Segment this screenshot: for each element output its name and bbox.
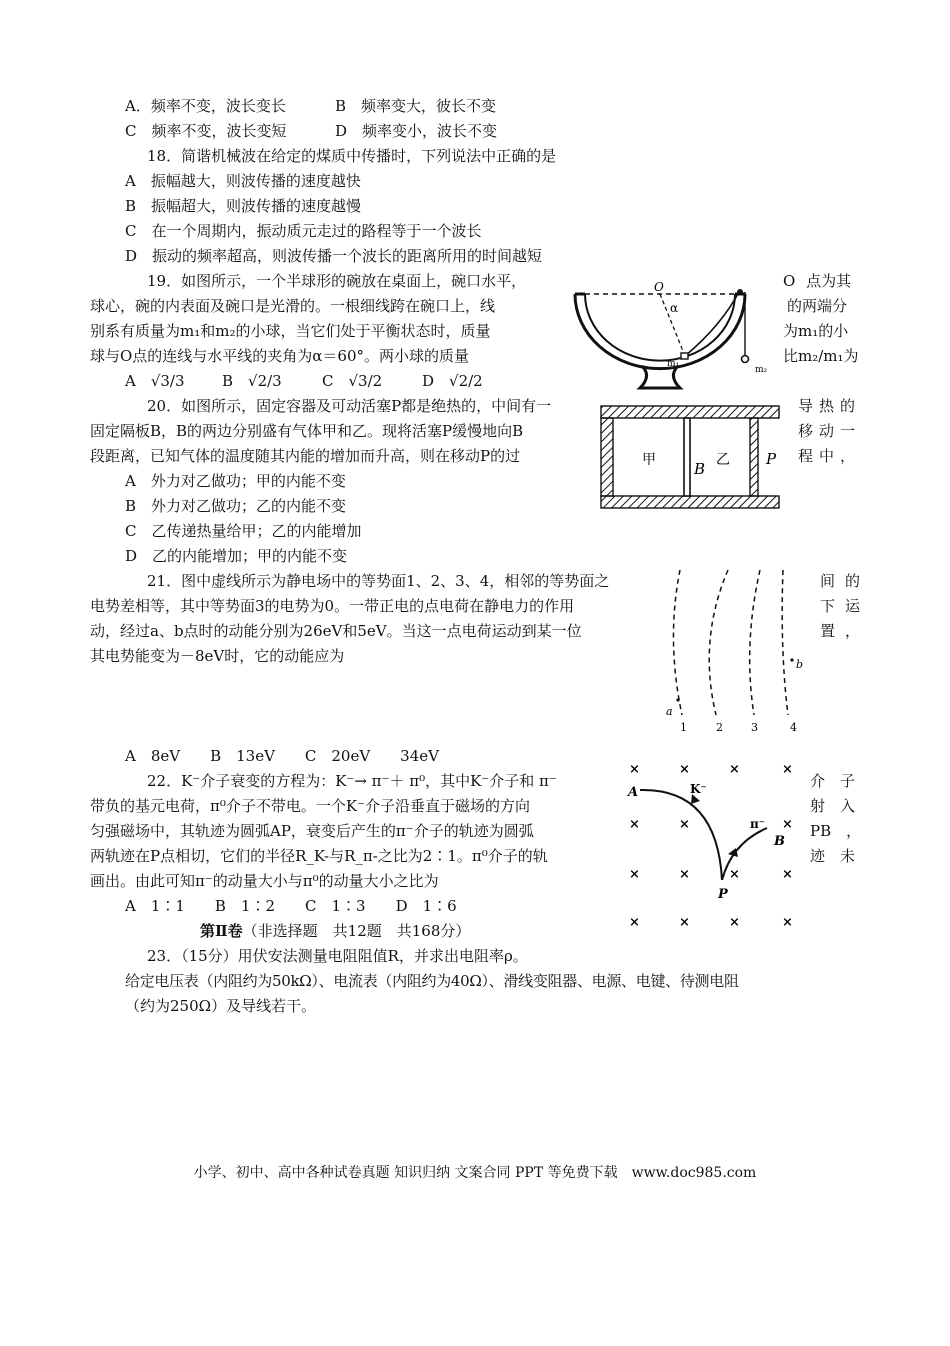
- q20-option-b: B 外力对乙做功；乙的内能不变: [125, 497, 347, 515]
- point-a: [676, 698, 679, 701]
- q20-line-1-right: 导热的: [798, 397, 862, 415]
- label-p: P: [718, 887, 728, 902]
- q21-line-3-right: 置，: [820, 622, 871, 640]
- part2-heading: [200, 920, 470, 942]
- equipotential-figure: [658, 565, 808, 735]
- q21-line-2: 电势差相等，其中等势面3的电势为0。一带正电的点电荷在静电力的作用: [90, 597, 575, 615]
- label-yi: 乙: [716, 452, 730, 468]
- q18-option-a: A 振幅越大，则波传播的速度越快: [125, 172, 361, 190]
- bowl-pulley: [737, 289, 743, 295]
- label-b: b: [796, 658, 804, 671]
- q22-line-2-right: 射 入: [810, 797, 856, 815]
- q21-line-1-right: 间的: [820, 572, 871, 590]
- q19-line-1: 19．如图所示，一个半球形的碗放在桌面上，碗口水平，: [147, 272, 527, 290]
- q19-option-c: C √3/2: [322, 372, 383, 390]
- field-mark: ×: [729, 915, 740, 930]
- q21-line-2-right: 下运: [820, 597, 871, 615]
- surface-2: [709, 570, 728, 715]
- label-a: A: [628, 785, 639, 800]
- q17-option-b: B 频率变大，彼长不变: [335, 97, 497, 115]
- q22-line-4-right: 迹 未: [810, 847, 856, 865]
- label-1: 1: [680, 721, 687, 734]
- q17-option-d: D 频率变小，波长不变: [335, 122, 498, 140]
- q23-stem: 23．（15分）用伏安法测量电阻阻值R，并求出电阻率ρ。: [147, 947, 528, 965]
- label-4: 4: [790, 721, 797, 734]
- label-p: P: [766, 450, 777, 468]
- q22-line-3: 匀强磁场中，其轨迹为圆弧AP，衰变后产生的π⁻介子的轨迹为圆弧: [90, 822, 534, 840]
- field-mark: ×: [782, 817, 793, 832]
- label-3: 3: [751, 721, 758, 734]
- container-figure: [598, 402, 783, 514]
- label-o: O: [654, 280, 664, 294]
- part2-subtitle: （非选择题 共12题 共168分）: [242, 922, 471, 940]
- q20-line-2: 固定隔板B，B的两边分别盛有气体甲和乙。现将活塞P缓慢地向B: [90, 422, 524, 440]
- q19-option-d: D √2/2: [422, 372, 483, 390]
- q22-line-2: 带负的基元电荷，π⁰介子不带电。一个K⁻介子沿垂直于磁场的方向: [90, 797, 530, 815]
- q19-line-2: 球心，碗的内表面及碗口是光滑的。一根细线跨在碗口上，线: [90, 297, 496, 315]
- q23-line-3: （约为250Ω）及导线若干。: [125, 997, 317, 1015]
- field-mark: ×: [629, 817, 640, 832]
- field-mark: ×: [729, 867, 740, 882]
- surface-4: [782, 570, 788, 715]
- q17-option-a: A．频率不变，波长变长: [125, 97, 286, 115]
- q18-option-d: D 振动的频率超高，则波传播一个波长的距离所用的时间越短: [125, 247, 543, 265]
- footer-text: 小学、初中、高中各种试卷真题 知识归纳 文案合同 PPT 等免费下载 www.doc985.com: [193, 1165, 757, 1181]
- magnetic-field-figure: [622, 758, 807, 933]
- label-2: 2: [716, 721, 723, 734]
- q19-option-a: A √3/3: [125, 372, 185, 390]
- q20-line-3: 段距离，已知气体的温度随其内能的增加而升高，则在移动P的过: [90, 447, 521, 465]
- label-a: a: [666, 705, 673, 718]
- field-mark: ×: [782, 915, 793, 930]
- point-b: [790, 658, 793, 661]
- q19-line-3: 别系有质量为m₁和m₂的小球，当它们处于平衡状态时，质量: [90, 322, 491, 340]
- q19-line-1-right: O 点为其: [783, 272, 852, 290]
- q18-stem: 18．简谐机械波在给定的煤质中传播时，下列说法中正确的是: [147, 147, 557, 165]
- field-x-marks: [629, 762, 793, 930]
- q22-options: A 1∶1 B 1∶2 C 1∶3 D 1∶6: [125, 897, 457, 915]
- q21-line-4: 其电势能变为－8eV时，它的动能应为: [90, 647, 345, 665]
- q21-line-1: 21．图中虚线所示为静电场中的等势面1、2、3、4，相邻的等势面之: [147, 572, 610, 590]
- q20-line-3-right: 程中，: [798, 447, 862, 465]
- field-mark: ×: [679, 915, 690, 930]
- q19-line-4: 球与O点的连线与水平线的夹角为α＝60°。两小球的质量: [90, 347, 470, 365]
- field-mark: ×: [629, 915, 640, 930]
- surface-1: [673, 570, 682, 715]
- label-jia: 甲: [642, 452, 656, 468]
- wall-top: [601, 406, 779, 418]
- q17-option-c: C 频率不变，波长变短: [125, 122, 287, 140]
- field-mark: ×: [629, 762, 640, 777]
- q22-line-1: 22．K⁻介子衰变的方程为：K⁻→ π⁻＋ π⁰，其中K⁻介子和 π⁻: [147, 772, 557, 790]
- field-mark: ×: [679, 762, 690, 777]
- surface-3: [750, 570, 760, 715]
- partition-b: [684, 418, 690, 496]
- q20-line-1: 20．如图所示，固定容器及可动活塞P都是绝热的，中间有一: [147, 397, 552, 415]
- field-mark: ×: [782, 867, 793, 882]
- label-b: B: [694, 460, 706, 478]
- field-mark: ×: [679, 817, 690, 832]
- wall-bottom: [601, 496, 779, 508]
- label-m2: m₂: [755, 365, 768, 375]
- q20-option-a: A 外力对乙做功；甲的内能不变: [125, 472, 346, 490]
- q22-line-3-right: PB ，: [810, 822, 862, 840]
- q22-line-1-right: 介 子: [810, 772, 856, 790]
- q23-line-2: 给定电压表（内阻约为50kΩ）、电流表（内阻约为40Ω）、滑线变阻器、电源、电键、待测电阻: [125, 972, 739, 990]
- q21-options: A 8eV B 13eV C 20eV 34eV: [125, 747, 439, 765]
- label-m1: m₁: [667, 359, 680, 369]
- label-pi: π⁻: [750, 817, 766, 831]
- label-alpha: α: [670, 301, 679, 315]
- ball-m1: [681, 353, 688, 359]
- string: [685, 290, 740, 356]
- field-mark: ×: [679, 867, 690, 882]
- q18-option-b: B 振幅超大，则波传播的速度越慢: [125, 197, 362, 215]
- field-mark: ×: [629, 867, 640, 882]
- q22-line-5: 画出。由此可知π⁻的动量大小与π⁰的动量大小之比为: [90, 872, 439, 890]
- q19-line-2-right: 的两端分: [787, 297, 848, 315]
- q18-option-c: C 在一个周期内，振动质元走过的路程等于一个波长: [125, 222, 482, 240]
- label-b: B: [774, 834, 785, 849]
- ball-m2: [742, 356, 749, 363]
- q20-option-d: D 乙的内能增加；甲的内能不变: [125, 547, 348, 565]
- part2-title: 第Ⅱ卷: [200, 922, 243, 940]
- q21-line-3: 动，经过a、b点时的动能分别为26eV和5eV。当这一点电荷运动到某一位: [90, 622, 582, 640]
- q20-line-2-right: 移动一: [798, 422, 862, 440]
- bowl-figure: [572, 280, 777, 392]
- q22-line-4: 两轨迹在P点相切，它们的半径R_K-与R_π-之比为2∶1。π⁰介子的轨: [90, 847, 548, 865]
- field-mark: ×: [782, 762, 793, 777]
- field-mark: ×: [729, 762, 740, 777]
- wall-left: [601, 418, 613, 496]
- q19-option-b: B √2/3: [222, 372, 282, 390]
- q20-option-c: C 乙传递热量给甲；乙的内能增加: [125, 522, 362, 540]
- q19-line-4-right: 比m₂/m₁为: [783, 347, 859, 365]
- q19-line-3-right: 为m₁的小: [783, 322, 849, 340]
- label-k: K⁻: [690, 782, 707, 796]
- bowl-outer: [575, 294, 745, 369]
- bowl-inner: [585, 294, 735, 361]
- piston-p: [750, 418, 758, 496]
